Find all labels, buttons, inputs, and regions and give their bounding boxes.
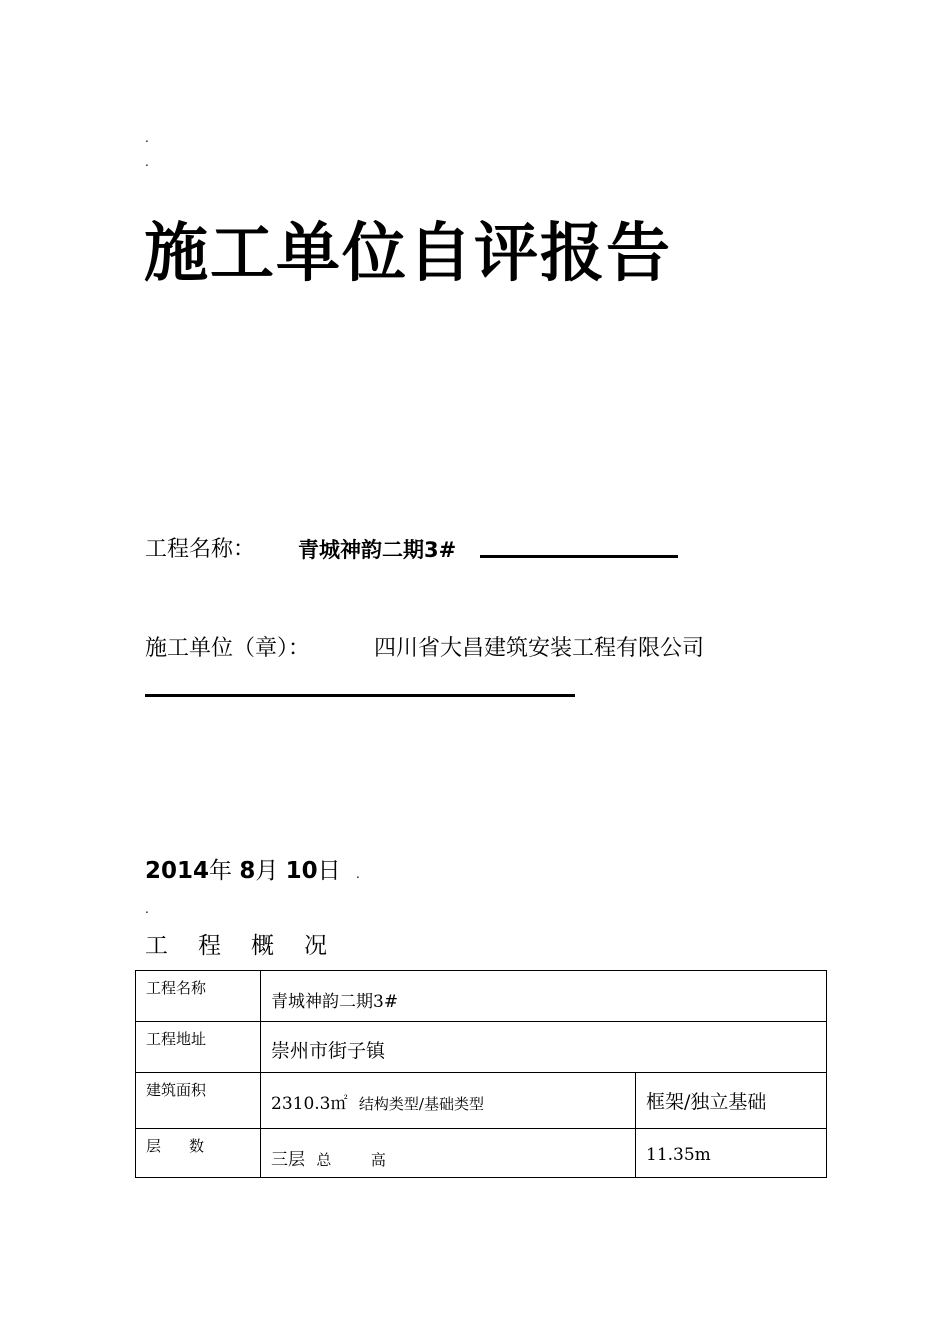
- construction-unit-underline: [145, 694, 575, 697]
- date-year-char: 年: [209, 858, 233, 884]
- structure-type-label: 结构类型/基础类型: [358, 1095, 484, 1113]
- project-name-value: 青城神韵二期3#: [298, 538, 457, 562]
- cell-label-area: 建筑面积: [136, 1073, 261, 1129]
- project-name-underline: [480, 555, 678, 558]
- cell-label-address: 工程地址: [136, 1022, 261, 1073]
- page-mark-3: .: [145, 902, 149, 916]
- construction-unit-label: 施工单位（章）：: [145, 636, 311, 661]
- date-mark: .: [355, 867, 360, 881]
- height-label-2: 高: [370, 1151, 386, 1169]
- table-row: [136, 1129, 827, 1178]
- cell-value-address: 崇州市街子镇: [261, 1022, 827, 1073]
- floors-value: 三层: [271, 1150, 305, 1170]
- report-date: [145, 855, 360, 890]
- date-day-char: 日: [317, 858, 341, 884]
- table-row: [136, 1022, 827, 1073]
- cell-value-floors: [261, 1129, 636, 1178]
- table-row: [136, 1073, 827, 1129]
- cell-value-height: 11.35m: [636, 1129, 827, 1178]
- cell-label-project-name: 工程名称: [136, 971, 261, 1022]
- construction-unit-value: 四川省大昌建筑安装工程有限公司: [374, 636, 705, 661]
- area-value: 2310.3㎡: [271, 1094, 348, 1114]
- page-mark-2: .: [145, 155, 149, 169]
- overview-heading: 工程概况: [145, 933, 357, 959]
- cell-value-area: [261, 1073, 636, 1129]
- cell-value-structure-type: 框架/独立基础: [636, 1073, 827, 1129]
- date-year: 2014: [145, 858, 210, 884]
- height-label-1: 总: [316, 1151, 332, 1169]
- date-day: 10: [285, 858, 318, 884]
- project-name-label: 工程名称：: [145, 537, 256, 562]
- project-overview-table: [135, 970, 827, 1178]
- date-month: 8: [239, 858, 256, 884]
- floors-label: 层数: [146, 1137, 233, 1155]
- cell-label-floors: [136, 1129, 261, 1178]
- table-row: [136, 971, 827, 1022]
- cell-value-project-name: 青城神韵二期3#: [261, 971, 827, 1022]
- report-title: 施工单位自评报告: [144, 217, 672, 291]
- date-month-char: 月: [255, 858, 279, 884]
- page-mark-1: .: [145, 131, 149, 145]
